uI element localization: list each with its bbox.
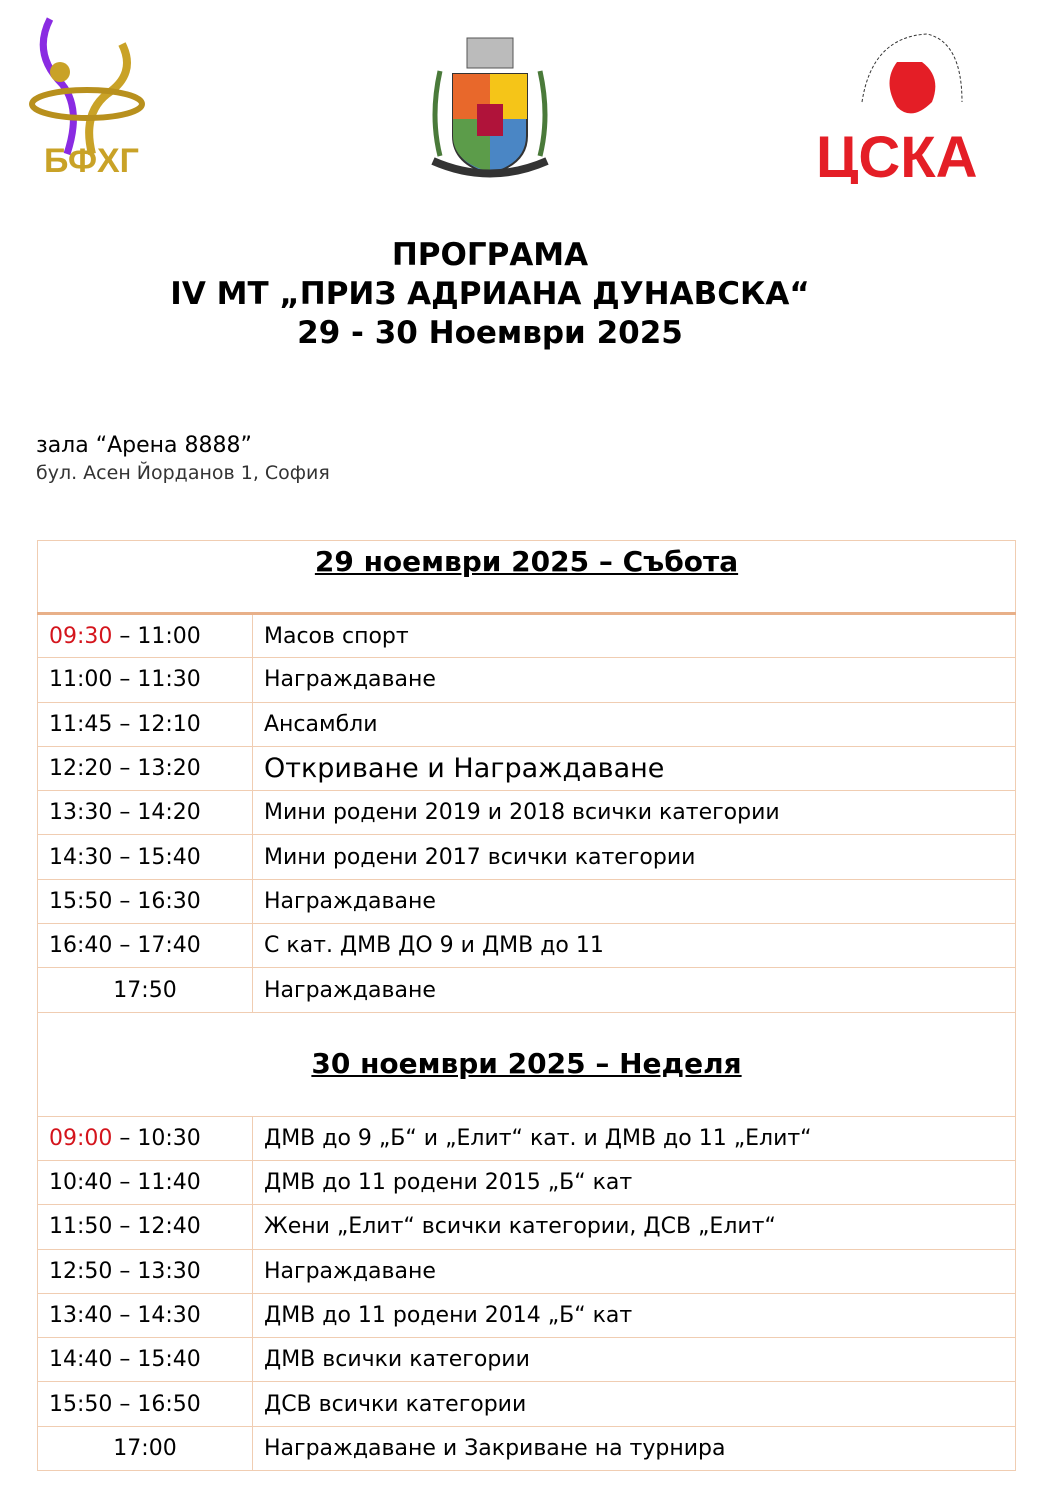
time-range: 10:40 – 11:40 [49, 1170, 201, 1196]
table-row [38, 968, 1016, 1012]
time-cell [38, 1338, 253, 1382]
start-time: 09:00 [49, 1125, 113, 1151]
event-cell: Мини родени 2017 всички категории [253, 835, 1016, 879]
event-cell: ДМВ всички категории [253, 1338, 1016, 1382]
table-row [38, 1338, 1016, 1382]
time-range: 11:50 – 12:40 [49, 1214, 201, 1240]
table-row [38, 658, 1016, 702]
cska-logo [812, 22, 1012, 184]
time-range: 17:00 [113, 1435, 177, 1461]
event-cell: Награждаване [253, 968, 1016, 1012]
time-range: 15:50 – 16:50 [49, 1391, 201, 1417]
table-row [38, 702, 1016, 746]
table-row [38, 1382, 1016, 1426]
table-row [38, 746, 1016, 790]
time-range: 14:40 – 15:40 [49, 1347, 201, 1373]
time-range: 14:30 – 15:40 [49, 844, 201, 870]
time-cell [38, 879, 253, 923]
event-cell: ДСВ всички категории [253, 1382, 1016, 1426]
start-time: 09:30 [49, 623, 113, 649]
venue-hall: зала “Арена 8888” [36, 433, 252, 458]
day-heading: 29 ноември 2025 – Събота [38, 541, 1016, 614]
title-line-3: 29 - 30 Ноември 2025 [297, 315, 683, 351]
event-cell: Награждаване [253, 879, 1016, 923]
svg-text:БФХГ: БФХГ [44, 142, 139, 179]
table-row [38, 835, 1016, 879]
svg-text:ЦСКА: ЦСКА [816, 125, 978, 184]
time-cell [38, 1205, 253, 1249]
time-range: 17:50 [113, 977, 177, 1003]
time-range: 16:40 – 17:40 [49, 933, 201, 959]
time-cell [38, 1116, 253, 1160]
event-cell: Награждаване [253, 1249, 1016, 1293]
venue-address: бул. Асен Йорданов 1, София [36, 462, 330, 484]
table-row [38, 1426, 1016, 1470]
time-cell [38, 1382, 253, 1426]
event-cell: Мини родени 2019 и 2018 всички категории [253, 791, 1016, 835]
page-title [0, 236, 980, 353]
event-cell: ДМВ до 11 родени 2015 „Б“ кат [253, 1160, 1016, 1204]
table-row [38, 1205, 1016, 1249]
table-row [38, 1293, 1016, 1337]
time-cell [38, 1249, 253, 1293]
event-cell: ДМВ до 11 родени 2014 „Б“ кат [253, 1293, 1016, 1337]
event-cell: Награждаване и Закриване на турнира [253, 1426, 1016, 1470]
time-range: 11:45 – 12:10 [49, 711, 201, 737]
table-row [38, 879, 1016, 923]
table-row [38, 1116, 1016, 1160]
event-cell: Откриване и Награждаване [253, 746, 1016, 790]
event-cell: Награждаване [253, 658, 1016, 702]
event-cell: Масов спорт [253, 614, 1016, 658]
sofia-coat-of-arms [425, 36, 555, 184]
event-cell: Ансамбли [253, 702, 1016, 746]
time-cell [38, 924, 253, 968]
time-cell [38, 791, 253, 835]
time-range: – 10:30 [112, 1125, 201, 1151]
time-range: 11:00 – 11:30 [49, 667, 201, 693]
time-cell [38, 1293, 253, 1337]
day-header-row [38, 541, 1016, 614]
event-cell: ДМВ до 9 „Б“ и „Елит“ кат. и ДМВ до 11 „Елит“ [253, 1116, 1016, 1160]
time-range: 12:50 – 13:30 [49, 1258, 201, 1284]
table-row [38, 1160, 1016, 1204]
time-range: 13:30 – 14:20 [49, 800, 201, 826]
schedule-table [37, 540, 1016, 1471]
bfhg-logo [22, 14, 157, 179]
time-range: – 11:00 [112, 623, 201, 649]
time-cell [38, 614, 253, 658]
time-cell [38, 968, 253, 1012]
time-cell [38, 835, 253, 879]
event-cell: Жени „Елит“ всички категории, ДСВ „Елит“ [253, 1205, 1016, 1249]
title-line-2: IV МТ „ПРИЗ АДРИАНА ДУНАВСКА“ [170, 276, 810, 312]
day-header-row [38, 1012, 1016, 1116]
event-cell: С кат. ДМВ ДО 9 и ДМВ до 11 [253, 924, 1016, 968]
time-cell [38, 1160, 253, 1204]
time-range: 12:20 – 13:20 [49, 756, 201, 782]
time-cell [38, 746, 253, 790]
day-heading: 30 ноември 2025 – Неделя [38, 1012, 1016, 1116]
table-row [38, 614, 1016, 658]
time-range: 15:50 – 16:30 [49, 888, 201, 914]
time-cell [38, 1426, 253, 1470]
table-row [38, 1249, 1016, 1293]
time-range: 13:40 – 14:30 [49, 1303, 201, 1328]
time-cell [38, 658, 253, 702]
time-cell [38, 702, 253, 746]
title-line-1: ПРОГРАМА [391, 237, 589, 273]
table-row [38, 791, 1016, 835]
table-row [38, 924, 1016, 968]
